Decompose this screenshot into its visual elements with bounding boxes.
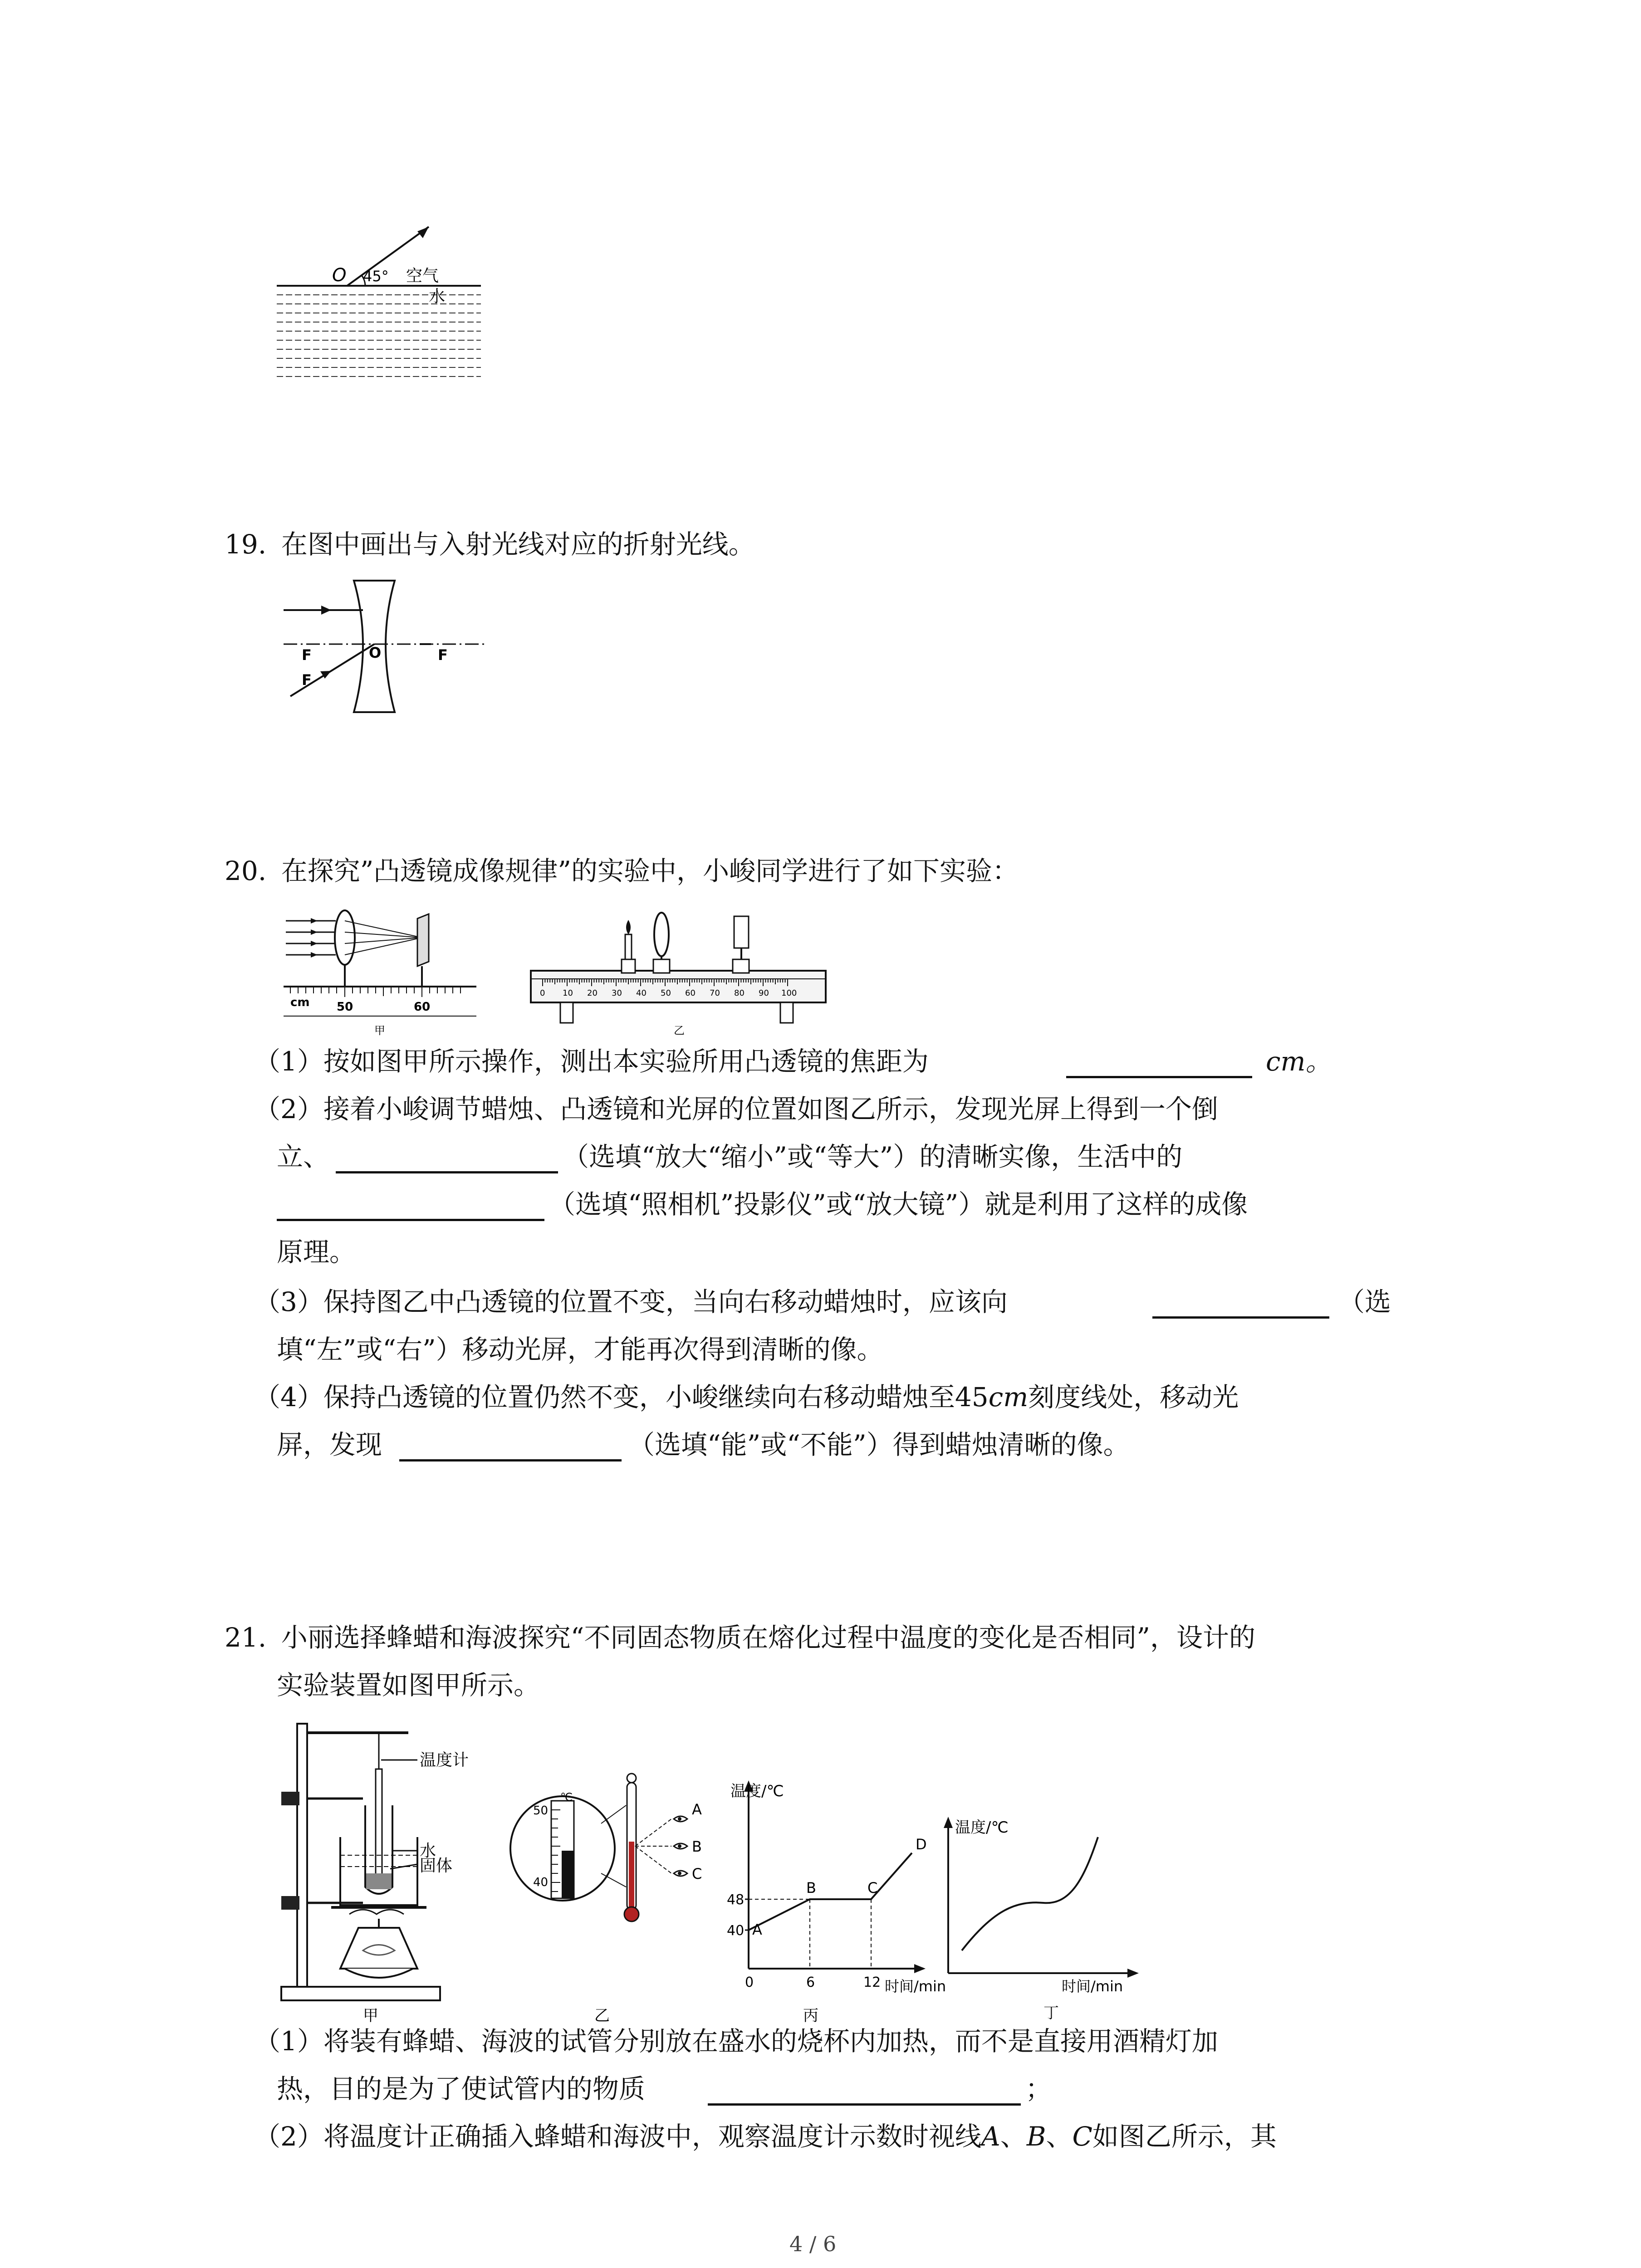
focus-left-label: F [302, 646, 312, 664]
part-text: 原理。 [277, 1237, 356, 1267]
part-text: （2）接着小峻调节蜡烛、凸透镜和光屏的位置如图乙所示，发现光屏上得到一个倒 [254, 1094, 1218, 1124]
chart-point-label: A [752, 1921, 762, 1938]
part-text: （选填“照相机”投影仪”或“放大镜”）就是利用了这样的成像 [549, 1189, 1248, 1220]
q20-part2-line4 [277, 1229, 356, 1275]
question-text: 在图中画出与入射光线对应的折射光线。 [281, 529, 755, 560]
focus-low-label: F [302, 671, 312, 689]
chart-ylabel: 温度/℃ [955, 1818, 1009, 1837]
part-text: （选 [1338, 1286, 1391, 1317]
chart-ylabel: 温度/℃ [730, 1782, 784, 1800]
tick-label: 40 [636, 988, 647, 998]
figure-caption: 甲 [363, 2007, 378, 2023]
question-number: 20. [225, 855, 267, 886]
solid-label: 固体 [420, 1857, 453, 1875]
question-text: 在探究”凸透镜成像规律”的实验中，小峻同学进行了如下实验： [281, 855, 1019, 886]
part-text: （1）将装有蜂蜡、海波的试管分别放在盛水的烧杯内加热，而不是直接用酒精灯加 [254, 2026, 1218, 2057]
tick-label: 60 [685, 988, 696, 998]
thermometer-label: 温度计 [420, 1751, 469, 1769]
sight-b-label: B [692, 1838, 702, 1855]
answer-blank-screen-direction[interactable] [1152, 1316, 1329, 1319]
tick-label: 70 [710, 988, 720, 998]
part-text: ； [1025, 2073, 1052, 2104]
question-number: 21. [225, 1622, 267, 1653]
chart-y-tick-label: 40 [727, 1923, 745, 1939]
figure-caption-ding: 丁 [1043, 2004, 1059, 2022]
question-20 [225, 848, 1019, 894]
value-45: 45 [955, 1382, 989, 1413]
center-o-label: O [369, 644, 382, 661]
answer-blank-can-image[interactable] [399, 1459, 622, 1461]
separator: 、 [1046, 2121, 1073, 2152]
tick-label: 30 [612, 988, 622, 998]
focus-right-label: F [438, 646, 448, 664]
q20-part3-line2 [277, 1327, 883, 1372]
q20-part1-unit [1266, 1039, 1332, 1084]
unit-label: ℃ [560, 1791, 573, 1804]
chart-series-line [749, 1853, 912, 1930]
point-o-label: O [332, 265, 347, 286]
part-text: （选填“能”或“不能”）得到蜡烛清晰的像。 [628, 1429, 1130, 1460]
angle-label: 45° [363, 268, 389, 285]
page-number: 4 / 6 [789, 2232, 837, 2256]
question-21-line1 [225, 1615, 1255, 1660]
unit-cm-label: cm [290, 996, 310, 1009]
q20-part4-line2a [277, 1422, 382, 1467]
figure-caption: 乙 [674, 1024, 685, 1037]
chart-x-tick-label: 12 [863, 1975, 881, 1990]
part-text: 立、 [277, 1141, 330, 1172]
tick-label: 10 [563, 988, 573, 998]
part-text: 热，目的是为了使试管内的物质 [277, 2073, 646, 2104]
q21-part1-line1 [254, 2019, 1218, 2064]
tick-label: 80 [734, 988, 745, 998]
tick-60-label: 60 [414, 1000, 431, 1014]
part-text: （2）将温度计正确插入蜂蜡和海波中，观察温度计示数时视线 [254, 2121, 981, 2152]
q21-part2-line1 [254, 2114, 1277, 2159]
figure-curve-ding [935, 1810, 1171, 2023]
unit-cm: cm [988, 1382, 1029, 1413]
part-text: 刻度线处，移动光 [1028, 1382, 1239, 1413]
part-text: 填“左”或“右”）移动光屏，才能再次得到清晰的像。 [277, 1334, 883, 1365]
figure-caption: 甲 [374, 1024, 385, 1037]
tick-label: 90 [759, 988, 769, 998]
part-text: 屏，发现 [277, 1429, 382, 1460]
figure-heating-apparatus [272, 1715, 508, 2023]
unit-text: cm。 [1266, 1046, 1332, 1077]
chart-point-label: C [867, 1879, 878, 1897]
q20-part2-line2b [563, 1134, 1182, 1179]
tick-label: 0 [540, 988, 545, 998]
answer-blank-image-size[interactable] [336, 1171, 558, 1173]
q20-part4-line2b [628, 1422, 1130, 1467]
var-a: A [981, 2121, 1000, 2152]
figure-optical-bench [526, 903, 835, 1039]
var-b: B [1026, 2121, 1046, 2152]
question-19 [225, 522, 755, 567]
part-text: （选填“放大“缩小”或“等大”）的清晰实像，生活中的 [563, 1141, 1183, 1172]
answer-blank-purpose[interactable] [708, 2103, 1021, 2106]
tick-label: 50 [661, 988, 671, 998]
chart-y-tick-label: 48 [727, 1892, 745, 1908]
figure-water-surface [272, 218, 508, 390]
figure-thermometer-reading [508, 1760, 726, 2023]
chart-temperature-time [708, 1769, 962, 2023]
figure-concave-lens [281, 576, 490, 726]
scale-40-label: 40 [533, 1876, 549, 1889]
part-text: （4）保持凸透镜的位置仍然不变，小峻继续向右移动蜡烛至 [254, 1382, 955, 1413]
air-label: 空气 [406, 267, 439, 285]
q20-part2-line2a [277, 1134, 329, 1179]
chart-point-label: D [916, 1836, 927, 1853]
question-21-line2 [277, 1662, 540, 1708]
q20-part1 [254, 1039, 929, 1084]
sight-c-label: C [692, 1865, 702, 1882]
q21-part1-line2a [277, 2066, 645, 2112]
chart-x-arrow [914, 1964, 926, 1973]
part-text: 如图乙所示，其 [1092, 2121, 1277, 2152]
chart-point-label: B [806, 1879, 816, 1897]
q20-part3-line1b [1338, 1279, 1391, 1325]
chart-x-tick-label: 0 [745, 1975, 754, 1990]
chart-xlabel: 时间/min [885, 1978, 946, 1995]
answer-blank-focal-length[interactable] [1066, 1076, 1252, 1078]
question-text: 小丽选择蜂蜡和海波探究“不同固态物质在熔化过程中温度的变化是否相同”，设计的 [281, 1622, 1255, 1653]
figure-focal-length [281, 907, 481, 1039]
var-c: C [1072, 2121, 1092, 2152]
tick-label: 20 [587, 988, 598, 998]
scale-50-label: 50 [533, 1804, 549, 1818]
question-number: 19. [225, 529, 267, 560]
water-label: 水 [429, 287, 446, 306]
q20-part2-line3 [549, 1182, 1248, 1227]
q20-part2-line1 [254, 1086, 1218, 1132]
part-text: （3）保持图乙中凸透镜的位置不变，当向右移动蜡烛时，应该向 [254, 1286, 1008, 1317]
q20-part4-line1 [254, 1374, 1239, 1420]
q21-part1-line2b [1025, 2066, 1052, 2112]
chart-xlabel: 时间/min [1062, 1978, 1123, 1995]
q20-part3-line1 [254, 1279, 1008, 1325]
sight-a-label: A [692, 1801, 702, 1818]
figure-caption: 乙 [594, 2007, 610, 2023]
chart-x-tick-label: 6 [806, 1975, 815, 1990]
tick-50-label: 50 [337, 1000, 353, 1014]
question-text: 实验装置如图甲所示。 [277, 1670, 540, 1701]
water-label: 水 [420, 1842, 436, 1860]
answer-blank-application[interactable] [277, 1219, 544, 1221]
part-text: （1）按如图甲所示操作，测出本实验所用凸透镜的焦距为 [254, 1046, 929, 1077]
separator: 、 [1000, 2121, 1027, 2152]
figure-caption: 丙 [803, 2007, 818, 2023]
curve-line [962, 1837, 1098, 1950]
tick-label: 100 [781, 988, 797, 998]
